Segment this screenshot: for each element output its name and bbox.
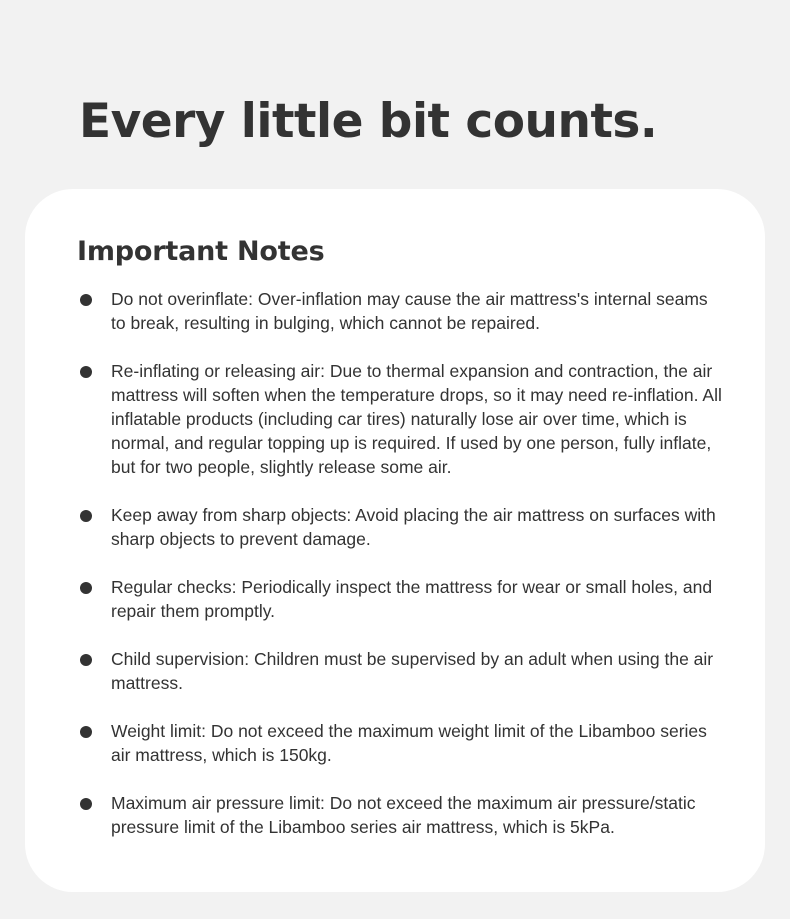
- note-item-reinflating: [77, 359, 727, 479]
- note-text: Maximum air pressure limit: Do not exceed the maximum air pressure/static pressure limit of the Libamboo series air mattress, which is 5kPa.: [111, 793, 696, 837]
- note-text: Child supervision: Children must be supervised by an adult when using the air mattress.: [111, 649, 714, 693]
- note-item-regular-checks: [77, 575, 727, 623]
- bullet-icon: [80, 582, 92, 594]
- bullet-icon: [80, 366, 92, 378]
- note-text: Weight limit: Do not exceed the maximum weight limit of the Libamboo series air mattress, which is 150kg.: [111, 721, 707, 765]
- bullet-icon: [80, 294, 92, 306]
- bullet-icon: [80, 654, 92, 666]
- note-item-overinflate: [77, 287, 727, 335]
- note-item-sharp-objects: [77, 503, 727, 551]
- notes-list: [77, 287, 727, 863]
- note-item-pressure-limit: [77, 791, 727, 839]
- notes-title: Important Notes: [77, 236, 325, 267]
- note-text: Keep away from sharp objects: Avoid placing the air mattress on surfaces with sharp objects to prevent damage.: [111, 505, 716, 549]
- bullet-icon: [80, 510, 92, 522]
- page-headline: Every little bit counts.: [79, 94, 658, 149]
- note-text: Regular checks: Periodically inspect the mattress for wear or small holes, and repair them promptly.: [111, 577, 713, 621]
- important-notes-card: [25, 189, 765, 892]
- note-item-child-supervision: [77, 647, 727, 695]
- note-item-weight-limit: [77, 719, 727, 767]
- note-text: Re-inflating or releasing air: Due to thermal expansion and contraction, the air mattress will soften when the temperature drops, so it may need re-inflation. All inflatable products (including car tires) naturally lose air over time, which is normal, and regular topping up is required. If used by one person, fully inflate, but for two people, slightly release some air.: [111, 361, 722, 477]
- bullet-icon: [80, 726, 92, 738]
- note-text: Do not overinflate: Over-inflation may cause the air mattress's internal seams to break, resulting in bulging, which cannot be repaired.: [111, 289, 708, 333]
- bullet-icon: [80, 798, 92, 810]
